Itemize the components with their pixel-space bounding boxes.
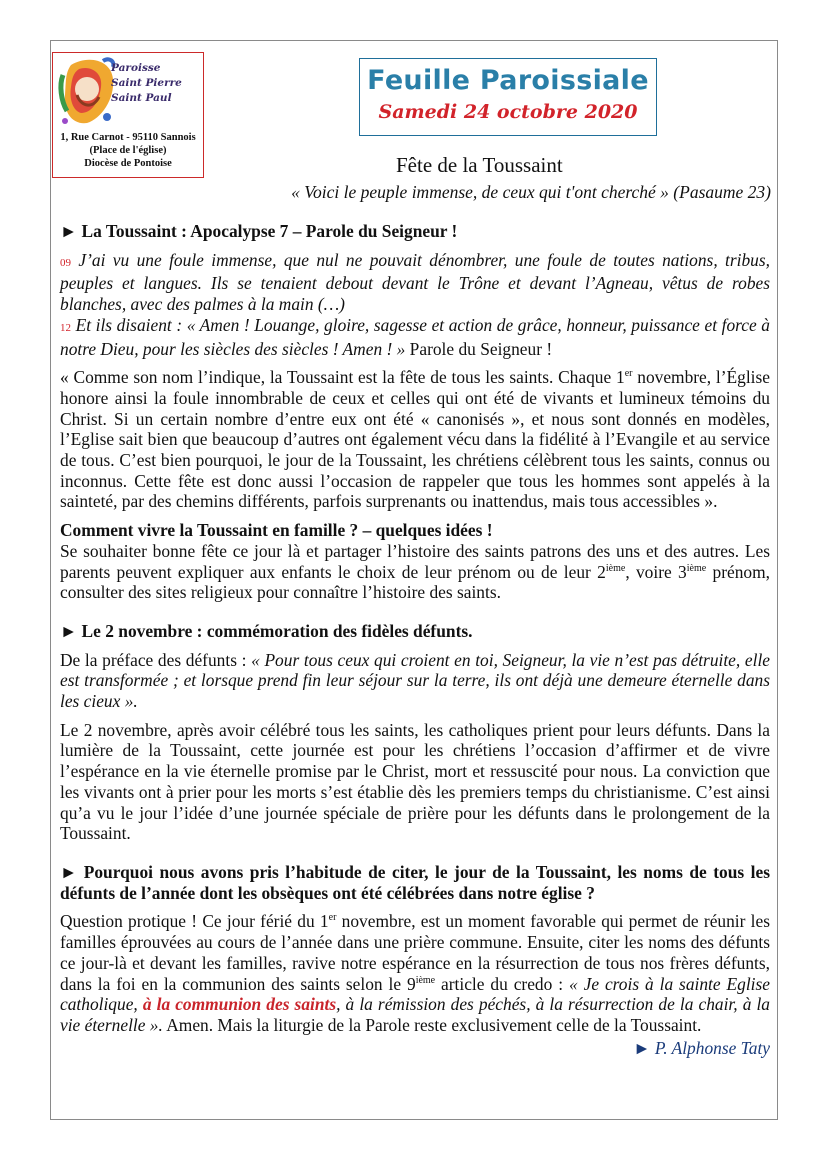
section-heading: Comment vivre la Toussaint en famille ? – quelques idées ! (60, 520, 493, 541)
parish-address (53, 131, 203, 170)
paragraph (60, 650, 770, 712)
section-heading: ► Pourquoi nous avons pris l’habitude de citer, le jour de la Toussaint, les noms de tous les défunts de l’année dont les obsèques ont été célébrées dans notre église ? (60, 861, 770, 903)
superscript: ième (415, 974, 436, 986)
signature-name: P. Alphonse Taty (654, 1037, 770, 1058)
quote-text: , à la rémission des péchés, à la résurrection de la chair, à la vie éternelle ». (60, 994, 770, 1035)
triangle-icon: ► (633, 1037, 651, 1058)
section-heading: ► Le 2 novembre : commémoration des fidèles défunts. (60, 620, 473, 641)
highlighted-text: à la communion des saints (142, 994, 337, 1015)
banner-date: Samedi 24 octobre 2020 (378, 101, 638, 123)
parish-name-line: Saint Paul (111, 92, 172, 104)
verse-text: J’ai vu une foule immense, que nul ne pouvait dénombrer, une foule de toutes nations, tribus, peuples et langues. Ils se tenaient debout devant le Trône et devant l’Agneau, vêtus de robes blanches, avec des palmes à la main (…) (60, 249, 770, 315)
paragraph (60, 541, 770, 603)
address-line: (Place de l'église) (89, 145, 167, 156)
feast-quote: « Voici le peuple immense, de ceux qui t'ont cherché » (Pasaume 23) (291, 182, 771, 202)
quote-text: « Pour tous ceux qui croient en toi, Seigneur, la vie n’est pas détruite, elle est transformée ; et lorsque prend fin leur séjour sur la terre, ils ont déjà une demeure éternelle dans les cieux ». (60, 649, 770, 712)
parish-name (111, 61, 182, 106)
paragraph: Le 2 novembre, après avoir célébré tous les saints, les catholiques prient pour leurs défunts. Dans la lumière de la Toussaint, cette journée est pour les chrétiens l’occasion d’affirmer et de vivre l’espérance en la vie éternelle promise par le Christ, mort et ressuscité pour nous. La conviction que les vivants ont à prier pour les morts s’est établie dès les premiers temps du christianisme. C’est ainsi qu’a vu le jour l’idée d’une journée spéciale de prière pour les défunts dans le prolongement de la Toussaint. (60, 719, 770, 844)
verse-text: Et ils disaient : « Amen ! Louange, gloire, sagesse et action de grâce, honneur, puissance et force à notre Dieu, pour les siècles des siècles ! Amen ! » (60, 314, 770, 359)
feast-title: Fête de la Toussaint (396, 153, 563, 177)
paragraph (60, 911, 770, 1035)
text-run: novembre, l’Église honore ainsi la foule innombrable de ceux et celles qui ont été de vivants et lumineux témoins du Christ. Si un certain nombre d’entre eux ont été « canonisés », et nous sont donnés en modèles, l’Eglise sait bien que beaucoup d’autres ont également vécu dans la fidélité à l’Evangile et au service de tous. C’est bien pourquoi, le jour de la Toussaint, les chrétiens célèbrent tous les saints, connus ou inconnus. Cette fête est donc aussi l’occasion de rappeler que tous les hommes sont appelés à la sainteté, par des chemins différents, parfois surprenants ou inattendus, mais tous accessibles ». (60, 367, 770, 512)
text-run: novembre, est un moment favorable qui permet de réunir les familles éprouvées au cours de l’année dans une prière commune. Ensuite, citer les noms des défunts ce jour-là et devant les familles, ravive notre espérance en la résurrection de tous nos frères défunts, dans la foi en la communion des saints selon le 9 (60, 911, 770, 994)
parish-name-line: Paroisse (111, 62, 161, 74)
verse-number: 12 (60, 321, 71, 334)
text-run: prénom, consulter des sites religieux pour connaître l’histoire des saints. (60, 561, 770, 603)
address-line: Diocèse de Pontoise (84, 158, 172, 169)
text-run: Amen. Mais la liturgie de la Parole reste exclusivement celle de la Toussaint. (162, 1014, 702, 1035)
parish-name-line: Saint Pierre (111, 77, 182, 89)
text-run: Question protique ! Ce jour férié du 1 (60, 911, 329, 932)
signature (60, 1038, 770, 1059)
parish-logo (52, 52, 204, 178)
newsletter-banner (359, 58, 657, 136)
superscript: er (624, 368, 633, 380)
article-body (60, 221, 770, 1058)
text-run: article du credo : (435, 973, 569, 994)
superscript: ième (686, 562, 707, 574)
paragraph (60, 367, 770, 512)
scripture-reading (60, 250, 770, 360)
text-run: « Comme son nom l’indique, la Toussaint est la fête de tous les saints. Chaque 1 (60, 367, 625, 388)
verse-number: 09 (60, 256, 71, 269)
address-line: 1, Rue Carnot - 95110 Sannois (60, 132, 196, 143)
superscript: er (328, 912, 337, 924)
quote-text: « Je crois à la sainte Eglise catholique, (60, 973, 770, 1015)
section-heading: ► La Toussaint : Apocalypse 7 – Parole du Seigneur ! (60, 221, 458, 241)
text-run: De la préface des défunts : (60, 649, 252, 670)
text-run: , voire 3 (625, 561, 687, 582)
text-run: Se souhaiter bonne fête ce jour là et partager l’histoire des saints patrons des uns et des autres. Les parents peuvent expliquer aux enfants le choix de leur prénom ou de leur 2 (60, 540, 770, 582)
superscript: ième (605, 562, 626, 574)
banner-title: Feuille Paroissiale (367, 65, 649, 96)
verse-closing: Parole du Seigneur ! (405, 338, 553, 359)
